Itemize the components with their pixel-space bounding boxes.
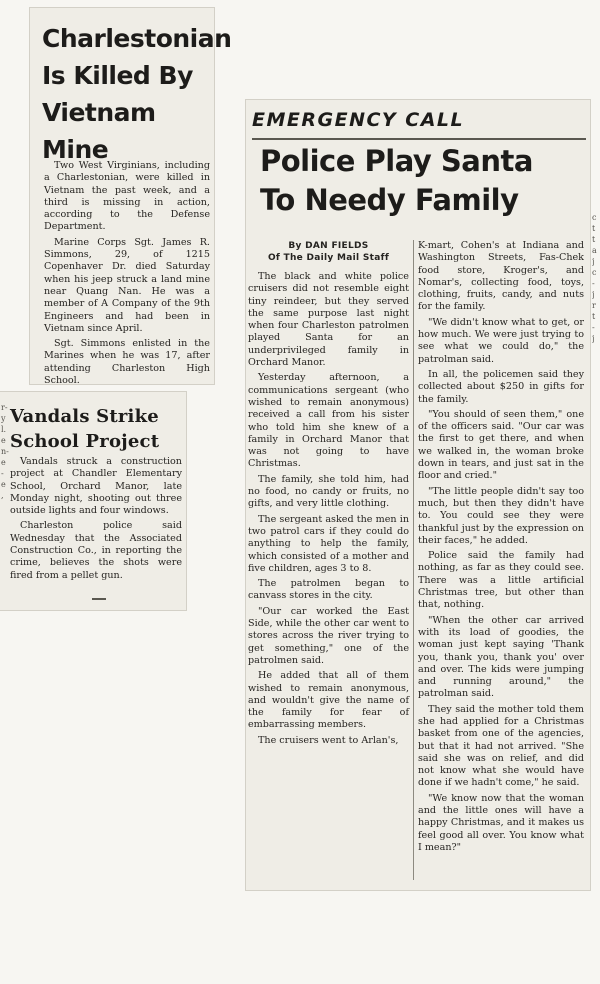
clip3-col1-paragraph-1: The black and white police cruisers did not resemble eight tiny reindeer, but they served the same purpose last night when four Charleston patrolmen played Santa for an underprivileged family in Orchard Manor. — [248, 271, 409, 369]
clip2-headline — [10, 404, 182, 454]
clip1-body — [44, 160, 210, 387]
clip3-kicker: EMERGENCY CALL — [252, 109, 465, 131]
clip3-col2-paragraph-5: "The little people didn't say too much, but then they didn't have to. You could see they were thankful just by the expression on their faces," he added. — [418, 485, 584, 546]
clipping-police-santa — [246, 100, 590, 890]
clip1-headline-line-1: Charlestonian — [42, 24, 232, 53]
clip2-headline-line-1: Vandals Strike — [10, 406, 159, 427]
clip3-col1-paragraph-5: The patrolmen began to canvass stores in the city. — [248, 578, 409, 602]
clip3-col1-paragraph-4: The sergeant asked the men in two patrol cars if they could do anything to help the family, which consisted of a mother and five children, ages 3 to 8. — [248, 513, 409, 574]
clip3-column-2 — [418, 240, 584, 854]
clip3-col2-paragraph-1: K-mart, Cohen's at Indiana and Washington Streets, Fas-Chek food store, Kroger's, and Nomar's, collecting food, toys, clothing, fruits, candy, and nuts for the family. — [418, 240, 584, 313]
clip1-headline-line-3: Vietnam Mine — [42, 98, 156, 164]
clip3-headline-line-1: Police Play Santa — [260, 144, 533, 178]
clip3-col2-paragraph-8: They said the mother told them she had applied for a Christmas basket from one of the agencies, but that it had not arrived. "She said she was on relief, and did not know what she would have done if we hadn't come," he said. — [418, 703, 584, 789]
clip3-col2-paragraph-3: In all, the policemen said they collected about $250 in gifts for the family. — [418, 368, 584, 405]
clip3-byline-staff: Of The Daily Mail Staff — [267, 253, 390, 263]
clip2-left-edge-fragments: r- y l. e n- e - e , — [1, 403, 9, 500]
clip3-columns — [246, 240, 590, 885]
clip3-col1-paragraph-2: Yesterday afternoon, a communications sergeant (who wished to remain anonymous) received a call from his sister who told him she knew of a family in Orchard Manor that was not going to have Christmas. — [248, 372, 409, 470]
clip1-paragraph-1: Two West Virginians, including a Charlestonian, were killed in Vietnam the past week, and a third is missing in action, according to the Defense Department. — [44, 160, 210, 233]
clip3-col2-paragraph-6: Police said the family had nothing, as far as they could see. There was a little artificial Christmas tree, but other than that, nothing. — [418, 550, 584, 611]
clip2-end-mark — [92, 598, 106, 600]
clip3-col1-paragraph-6: "Our car worked the East Side, while the other car went to stores across the river trying to get something," one of the patrolmen said. — [248, 605, 409, 666]
clip3-headline-line-2: To Needy Family — [260, 183, 519, 217]
clip1-paragraph-3: Sgt. Simmons enlisted in the Marines when he was 17, after attending Charleston High School. — [44, 338, 210, 387]
clip3-col2-paragraph-9: "We know now that the woman and the little ones will have a happy Christmas, and it makes us feel good all over. You know what I mean?" — [418, 792, 584, 853]
clip1-headline-line-2: Is Killed By — [42, 61, 193, 90]
clip2-paragraph-1: Vandals struck a construction project at Chandler Elementary School, Orchard Manor, late Monday night, shooting out three outside lights and four windows. — [10, 456, 182, 517]
clip2-headline-line-2: School Project — [10, 431, 160, 452]
clip3-byline-author: By DAN FIELDS — [288, 241, 369, 251]
clip3-kicker-rule — [252, 138, 586, 140]
clip3-col2-paragraph-4: "You should of seen them," one of the officers said. "Our car was the first to get there, and when we walked in, the woman broke down in tears, and just sat in the floor and cried." — [418, 408, 584, 482]
clip2-body — [10, 456, 182, 582]
clip3-col1-paragraph-7: He added that all of them wished to remain anonymous, and wouldn't give the name of the family for fear of embarrassing members. — [248, 670, 409, 731]
clip3-byline — [248, 240, 409, 264]
clip3-headline — [260, 142, 590, 220]
clip3-column-divider — [413, 240, 414, 880]
clip1-paragraph-2: Marine Corps Sgt. James R. Simmons, 29, of 1215 Copenhaver Dr. died Saturday when his jeep struck a land mine near Quang Nan. He was a member of A Company of the 9th Engineers and had been in Vietnam since April. — [44, 236, 210, 334]
clip3-column-1 — [248, 240, 409, 747]
clip2-paragraph-2: Charleston police said Wednesday that the Associated Construction Co., in reporting the crime, believes the shots were fired from a pellet gun. — [10, 520, 182, 581]
clip3-col2-paragraph-2: "We didn't know what to get, or how much. We were just trying to see what we could do," the patrolman said. — [418, 316, 584, 365]
clipping-vandals — [0, 392, 186, 610]
clip3-right-edge-fragments: c t t a j c - j r t - j — [592, 213, 597, 343]
clip3-col2-paragraph-7: "When the other car arrived with its load of goodies, the woman just kept saying 'Thank you, thank you, thank you' over and over. The kids were jumping and running around," the patrolman said. — [418, 614, 584, 700]
clip1-headline — [42, 20, 232, 168]
clip3-col1-paragraph-3: The family, she told him, had no food, no candy or fruits, no gifts, and very little clothing. — [248, 473, 409, 510]
clip3-col1-paragraph-8: The cruisers went to Arlan's, — [258, 734, 399, 746]
clipping-vietnam-mine — [30, 8, 232, 387]
